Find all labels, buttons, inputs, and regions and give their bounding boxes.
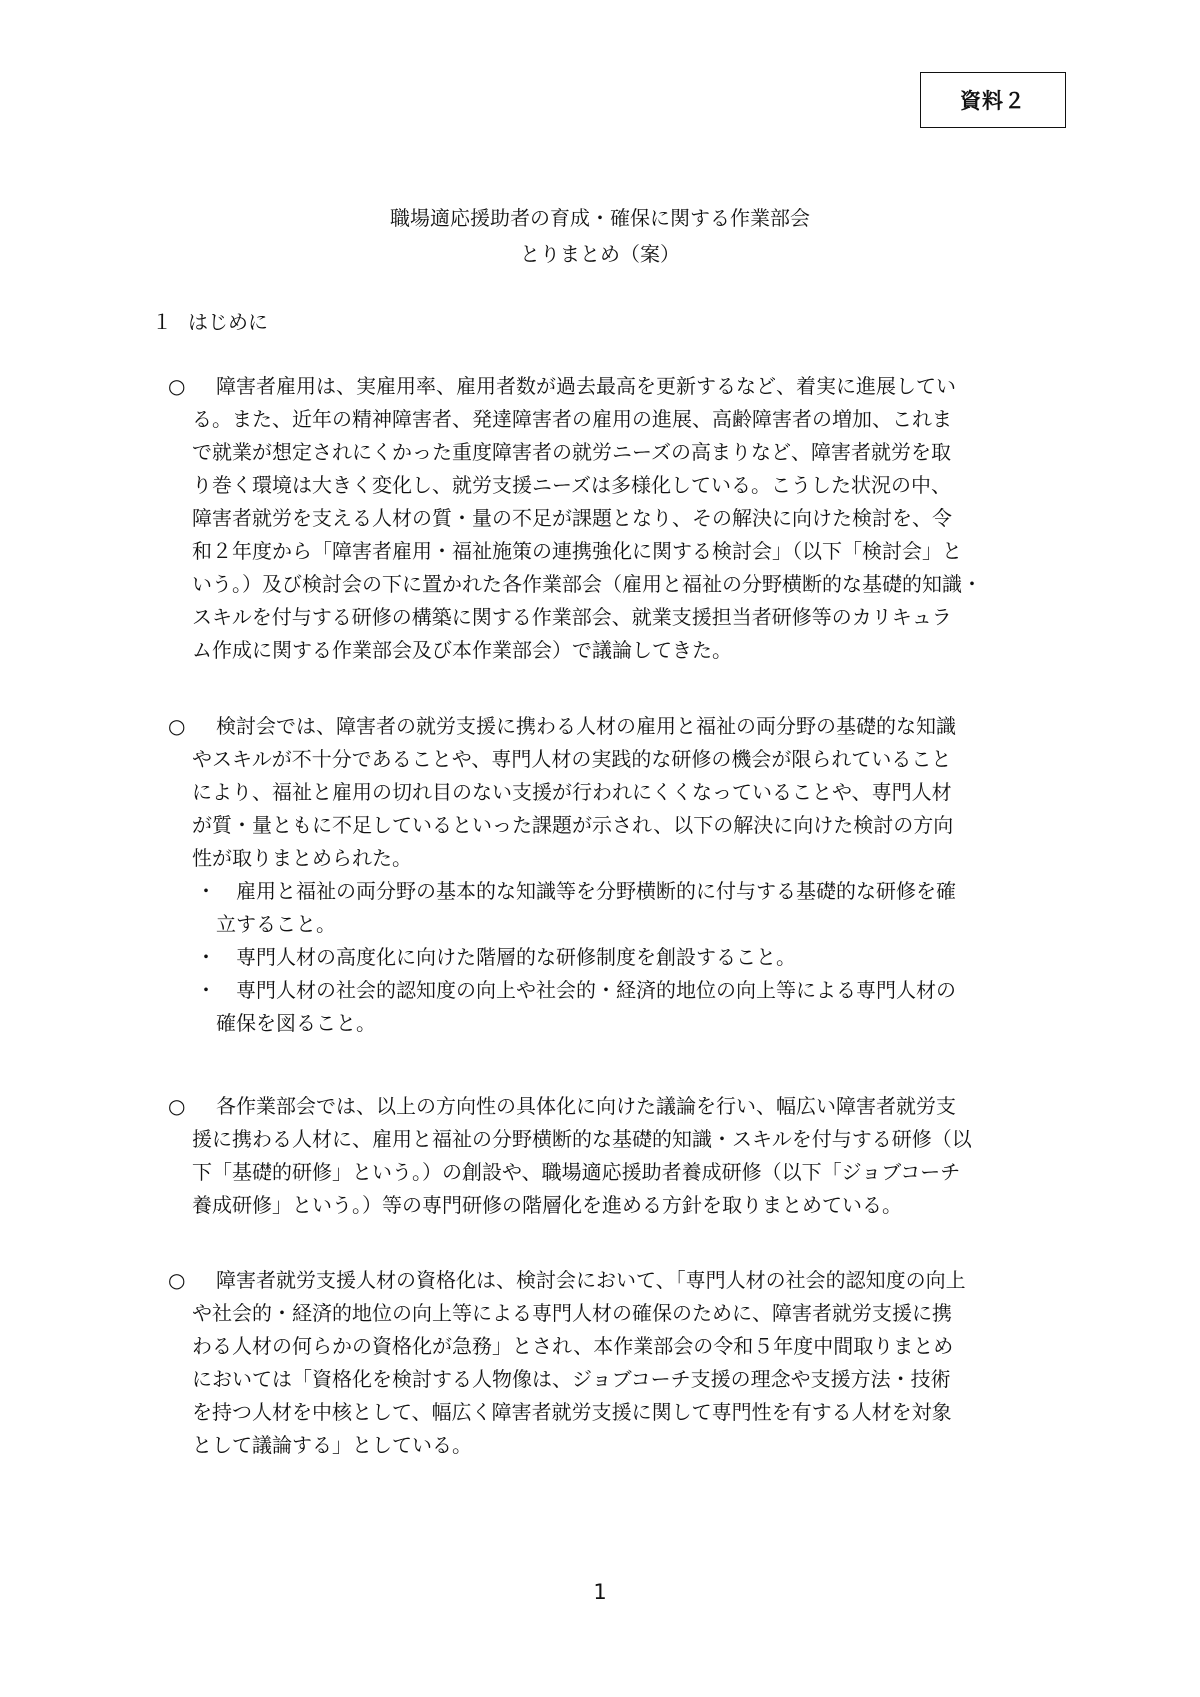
paragraph-line: 和２年度から「障害者雇用・福祉施策の連携強化に関する検討会」（以下「検討会」と <box>192 539 962 563</box>
section-title: はじめに <box>188 310 268 334</box>
paragraph-line: 性が取りまとめられた。 <box>192 846 412 870</box>
paragraph-line: 援に携わる人材に、雇用と福祉の分野横断的な基礎的知識・スキルを付与する研修（以 <box>192 1127 972 1151</box>
paragraph-4 <box>168 1264 1068 1462</box>
section-heading <box>152 304 268 340</box>
paragraph-line: 障害者就労を支える人材の質・量の不足が課題となり、その解決に向けた検討を、令 <box>192 506 952 530</box>
paragraph-line: り巻く環境は大きく変化し、就労支援ニーズは多様化している。こうした状況の中、 <box>192 473 951 497</box>
sub-item-line: 専門人材の社会的認知度の向上や社会的・経済的地位の向上等による専門人材の <box>236 978 956 1002</box>
paragraph-line: 障害者就労支援人材の資格化は、検討会において、「専門人材の社会的認知度の向上 <box>216 1268 966 1292</box>
title-line-2: とりまとめ（案） <box>520 242 680 266</box>
paragraph-line: 下「基礎的研修」という。）の創設や、職場適応援助者養成研修（以下「ジョブコーチ <box>192 1160 961 1184</box>
circle-bullet: ○ <box>168 1094 186 1118</box>
paragraph-line: ム作成に関する作業部会及び本作業部会）で議論してきた。 <box>192 638 732 662</box>
circle-bullet: ○ <box>168 1268 186 1292</box>
document-label-box <box>920 72 1066 128</box>
dot-bullet: ・ <box>196 945 216 969</box>
page-number: 1 <box>593 1580 607 1604</box>
paragraph-line: においては「資格化を検討する人物像は、ジョブコーチ支援の理念や支援方法・技術 <box>192 1367 951 1391</box>
paragraph-line: を持つ人材を中核として、幅広く障害者就労支援に関して専門性を有する人材を対象 <box>192 1400 952 1424</box>
paragraph-line: いう。）及び検討会の下に置かれた各作業部会（雇用と福祉の分野横断的な基礎的知識・ <box>192 572 982 596</box>
paragraph-line: わる人材の何らかの資格化が急務」とされ、本作業部会の令和５年度中間取りまとめ <box>192 1334 954 1358</box>
document-title <box>0 200 1200 272</box>
paragraph-line: 検討会では、障害者の就労支援に携わる人材の雇用と福祉の両分野の基礎的な知識 <box>216 714 956 738</box>
paragraph-line: として議論する」としている。 <box>192 1433 472 1457</box>
document-label: 資料２ <box>960 89 1026 113</box>
paragraph-line: により、福祉と雇用の切れ目のない支援が行われにくくなっていることや、専門人材 <box>192 780 952 804</box>
sub-item-line: 専門人材の高度化に向けた階層的な研修制度を創設すること。 <box>236 945 796 969</box>
title-line-1: 職場適応援助者の育成・確保に関する作業部会 <box>390 206 810 230</box>
paragraph-line: や社会的・経済的地位の向上等による専門人材の確保のために、障害者就労支援に携 <box>192 1301 952 1325</box>
paragraph-line: スキルを付与する研修の構築に関する作業部会、就業支援担当者研修等のカリキュラ <box>192 605 952 629</box>
circle-bullet: ○ <box>168 374 186 398</box>
paragraph-line: 養成研修」という。）等の専門研修の階層化を進める方針を取りまとめている。 <box>192 1193 902 1217</box>
sub-item-line: 確保を図ること。 <box>216 1011 376 1035</box>
paragraph-line: で就業が想定されにくかった重度障害者の就労ニーズの高まりなど、障害者就労を取 <box>192 440 951 464</box>
circle-bullet: ○ <box>168 714 186 738</box>
sub-item-2 <box>168 941 1068 974</box>
dot-bullet: ・ <box>196 879 216 903</box>
paragraph-line: やスキルが不十分であることや、専門人材の実践的な研修の機会が限られていること <box>192 747 952 771</box>
dot-bullet: ・ <box>196 978 216 1002</box>
section-number: １ <box>152 310 172 334</box>
paragraph-line: が質・量ともに不足しているといった課題が示され、以下の解決に向けた検討の方向 <box>192 813 954 837</box>
sub-item-line: 立すること。 <box>216 912 336 936</box>
paragraph-line: 障害者雇用は、実雇用率、雇用者数が過去最高を更新するなど、着実に進展してい <box>216 374 956 398</box>
sub-item-1 <box>168 875 1068 941</box>
sub-item-line: 雇用と福祉の両分野の基本的な知識等を分野横断的に付与する基礎的な研修を確 <box>236 879 956 903</box>
paragraph-3 <box>168 1090 1068 1222</box>
paragraph-line: る。また、近年の精神障害者、発達障害者の雇用の進展、高齢障害者の増加、これま <box>192 407 952 431</box>
paragraph-1 <box>168 370 1068 667</box>
paragraph-2 <box>168 710 1068 1040</box>
paragraph-line: 各作業部会では、以上の方向性の具体化に向けた議論を行い、幅広い障害者就労支 <box>216 1094 956 1118</box>
sub-item-3 <box>168 974 1068 1040</box>
